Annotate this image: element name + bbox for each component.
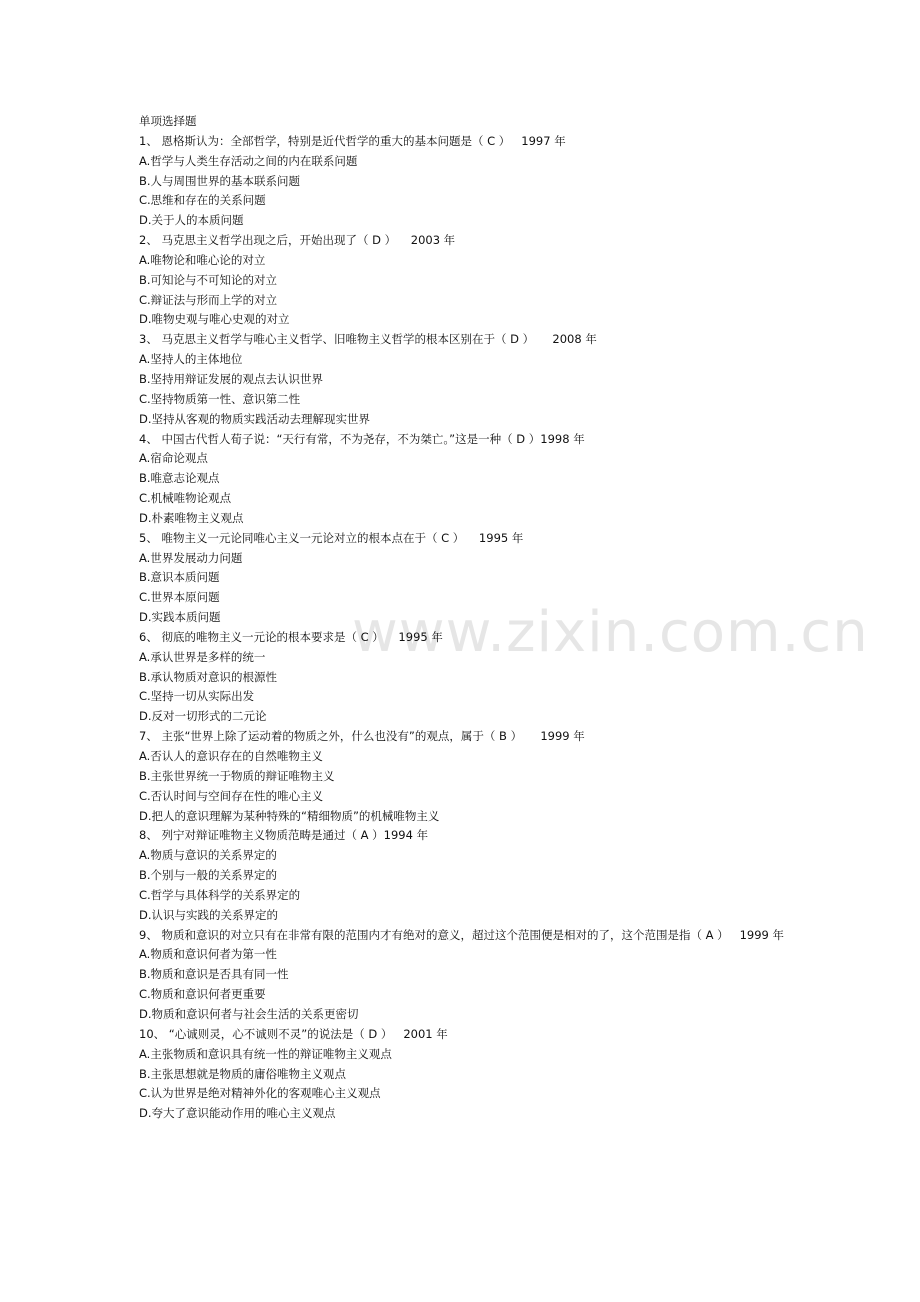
question-5 (139, 529, 899, 628)
option-b: B.个别与一般的关系界定的 (139, 868, 278, 883)
option-a: A.否认人的意识存在的自然唯物主义 (139, 749, 323, 763)
option-b: B.可知论与不可知论的对立 (139, 272, 278, 287)
question-3 (139, 330, 899, 429)
option-a: A.主张物质和意识具有统一性的辩证唯物主义观点 (139, 1046, 392, 1061)
question-stem: 10、 “心诚则灵，心不诚则不灵”的说法是（ D ） 2001 年 (139, 1026, 448, 1041)
question-1 (139, 132, 899, 231)
question-9 (139, 926, 899, 1025)
question-stem: 9、 物质和意识的对立只有在非常有限的范围内才有绝对的意义，超过这个范围便是相对的了，这个范围是指（ A ） 1999 年 (139, 927, 785, 942)
question-stem: 8、 列宁对辩证唯物主义物质范畴是通过（ A ）1994 年 (139, 828, 429, 843)
option-d: D.认识与实践的关系界定的 (139, 907, 279, 922)
option-c: C.否认时间与空间存在性的唯心主义 (139, 788, 324, 803)
option-c: C.物质和意识何者更重要 (139, 987, 266, 1002)
option-a: A.宿命论观点 (139, 451, 208, 466)
question-stem: 4、 中国古代哲人荀子说：“天行有常，不为尧存，不为桀亡。”这是一种（ D ）1998 年 (139, 431, 585, 446)
option-a: A.物质与意识的关系界定的 (139, 848, 277, 863)
option-c: C.思维和存在的关系问题 (139, 193, 266, 208)
option-c: C.辩证法与形而上学的对立 (139, 292, 278, 307)
option-a: A.哲学与人类生存活动之间的内在联系问题 (139, 153, 358, 168)
option-b: B.人与周围世界的基本联系问题 (139, 173, 301, 188)
option-d: D.关于人的本质问题 (139, 213, 244, 228)
option-d: D.朴素唯物主义观点 (139, 510, 244, 525)
option-d: D.反对一切形式的二元论 (139, 709, 267, 724)
option-b: B.主张思想就是物质的庸俗唯物主义观点 (139, 1066, 347, 1081)
option-c: C.机械唯物论观点 (139, 491, 232, 506)
option-d: D.坚持从客观的物质实践活动去理解现实世界 (139, 411, 371, 426)
option-b: B.主张世界统一于物质的辩证唯物主义 (139, 768, 335, 783)
option-b: B.承认物质对意识的根源性 (139, 669, 278, 684)
question-6 (139, 628, 899, 727)
option-d: D.把人的意识理解为某种特殊的“精细物质”的机械唯物主义 (139, 808, 440, 823)
option-b: B.物质和意识是否具有同一性 (139, 967, 289, 982)
option-c: C.坚持一切从实际出发 (139, 689, 255, 704)
question-stem: 1、 恩格斯认为：全部哲学，特别是近代哲学的重大的基本问题是（ C ） 1997 年 (139, 133, 566, 148)
question-stem: 5、 唯物主义一元论同唯心主义一元论对立的根本点在于（ C ） 1995 年 (139, 530, 524, 545)
option-c: C.坚持物质第一性、意识第二性 (139, 391, 301, 406)
option-c: C.认为世界是绝对精神外化的客观唯心主义观点 (139, 1086, 381, 1101)
option-a: A.世界发展动力问题 (139, 550, 243, 565)
option-a: A.承认世界是多样的统一 (139, 649, 266, 664)
option-a: A.唯物论和唯心论的对立 (139, 252, 266, 267)
option-d: D.物质和意识何者与社会生活的关系更密切 (139, 1006, 359, 1021)
option-d: D.夸大了意识能动作用的唯心主义观点 (139, 1106, 336, 1121)
option-d: D.唯物史观与唯心史观的对立 (139, 312, 290, 327)
question-stem: 3、 马克思主义哲学与唯心主义哲学、旧唯物主义哲学的根本区别在于（ D ） 2008 年 (139, 332, 597, 347)
question-stem: 6、 彻底的唯物主义一元论的根本要求是（ C ） 1995 年 (139, 629, 443, 644)
option-b: B.意识本质问题 (139, 570, 220, 585)
option-a: A.坚持人的主体地位 (139, 352, 243, 367)
option-d: D.实践本质问题 (139, 610, 221, 625)
question-2 (139, 231, 899, 330)
question-stem: 7、 主张“世界上除了运动着的物质之外，什么也没有”的观点，属于（ B ） 1999 年 (139, 729, 585, 744)
question-4 (139, 430, 899, 529)
option-c: C.世界本原问题 (139, 590, 220, 605)
section-title: 单项选择题 (139, 114, 197, 128)
option-a: A.物质和意识何者为第一性 (139, 947, 277, 962)
option-c: C.哲学与具体科学的关系界定的 (139, 887, 301, 902)
question-8 (139, 826, 899, 925)
option-b: B.唯意志论观点 (139, 471, 220, 486)
question-stem: 2、 马克思主义哲学出现之后，开始出现了（ D ） 2003 年 (139, 233, 456, 248)
watermark-text: www.zixin.com.cn (352, 600, 869, 665)
question-7 (139, 727, 899, 826)
question-10 (139, 1025, 899, 1124)
option-b: B.坚持用辩证发展的观点去认识世界 (139, 371, 324, 386)
document-body (139, 112, 899, 1124)
